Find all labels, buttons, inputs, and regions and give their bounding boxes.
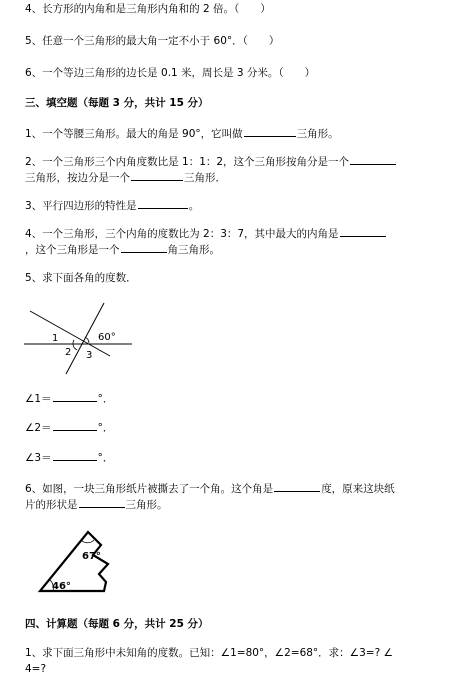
answer-blank[interactable]	[350, 153, 396, 165]
fill-q6-tail: 三角形。	[125, 499, 168, 511]
fill-q4	[25, 225, 387, 241]
angle1-label: ∠1＝	[25, 393, 52, 405]
torn-triangle-figure	[36, 528, 116, 596]
angle1-answer	[25, 390, 113, 406]
answer-blank[interactable]	[79, 496, 125, 508]
fill-q3-text: 3、平行四边形的特性是	[25, 200, 137, 212]
fill-q2-text2: 三角形，按边分是一个	[25, 172, 130, 184]
answer-blank[interactable]	[53, 390, 97, 402]
fill-q2	[25, 153, 397, 169]
angle2-answer	[25, 419, 113, 435]
fill-q2-cont	[25, 169, 226, 185]
judge-q4: 4、长方形的内角和是三角形内角和的 2 倍。（ ）	[25, 3, 271, 15]
fill-q6-text3: 片的形状是	[25, 499, 78, 511]
answer-blank[interactable]	[138, 197, 188, 209]
fill-q6-text: 6、如图，一块三角形纸片被撕去了一个角。这个角是	[25, 483, 274, 495]
angle-label-2: 2	[65, 347, 72, 358]
fill-q3-tail: 。	[188, 200, 200, 212]
angle-figure	[22, 300, 137, 378]
fill-q6-text2: 度，原来这块纸	[321, 483, 395, 495]
answer-blank[interactable]	[131, 169, 183, 181]
fill-q2-text: 2、一个三角形三个内角度数比是 1：1：2，这个三角形按角分是一个	[25, 156, 350, 168]
fill-q4-tail: 角三角形。	[167, 244, 220, 256]
fill-q6-cont	[25, 496, 168, 512]
angle3-answer	[25, 449, 113, 465]
fill-q1-text: 1、一个等腰三角形。最大的角是 90°，它叫做	[25, 128, 243, 140]
calc-q1: 1、求下面三角形中未知角的度数。已知：∠1=80°，∠2=68°．求：∠3=? ∠	[25, 647, 393, 659]
angle3-label: ∠3＝	[25, 452, 52, 464]
fill-q3	[25, 197, 199, 213]
answer-blank[interactable]	[121, 241, 167, 253]
fill-q4-text: 4、一个三角形，三个内角的度数比为 2：3：7，其中最大的内角是	[25, 228, 339, 240]
angle2-label: ∠2＝	[25, 422, 52, 434]
angle-label-3: 3	[86, 350, 93, 361]
angle2-unit: °．	[97, 422, 114, 434]
answer-blank[interactable]	[53, 449, 97, 461]
fill-q6	[25, 480, 395, 496]
angle-label-60: 60°	[98, 332, 116, 343]
answer-blank[interactable]	[340, 225, 386, 237]
angle-arc-2	[73, 340, 77, 350]
angle-label-46: 46°	[52, 581, 71, 592]
angle3-unit: °．	[97, 452, 114, 464]
fill-q2-tail: 三角形．	[184, 172, 226, 184]
calc-section-title: 四、计算题（每题 6 分，共计 25 分）	[25, 618, 209, 630]
answer-blank[interactable]	[274, 480, 320, 492]
answer-blank[interactable]	[244, 125, 296, 137]
angle-arc-67	[81, 540, 94, 543]
fill-section-title: 三、填空题（每题 3 分，共计 15 分）	[25, 97, 209, 109]
judge-q5: 5、任意一个三角形的最大角一定不小于 60°．（ ）	[25, 35, 280, 47]
answer-blank[interactable]	[53, 419, 97, 431]
fill-q4-cont	[25, 241, 220, 257]
fill-q1	[25, 125, 339, 141]
calc-q1-cont: 4=?	[25, 663, 47, 675]
angle1-unit: °．	[97, 393, 114, 405]
fill-q5: 5、求下面各角的度数．	[25, 272, 137, 284]
fill-q4-text2: ，这个三角形是一个	[25, 244, 120, 256]
angle-label-1: 1	[52, 333, 59, 344]
angle-label-67: 67°	[82, 551, 101, 562]
fill-q1-tail: 三角形。	[296, 128, 339, 140]
judge-q6: 6、一个等边三角形的边长是 0.1 米，周长是 3 分米。（ ）	[25, 67, 316, 79]
